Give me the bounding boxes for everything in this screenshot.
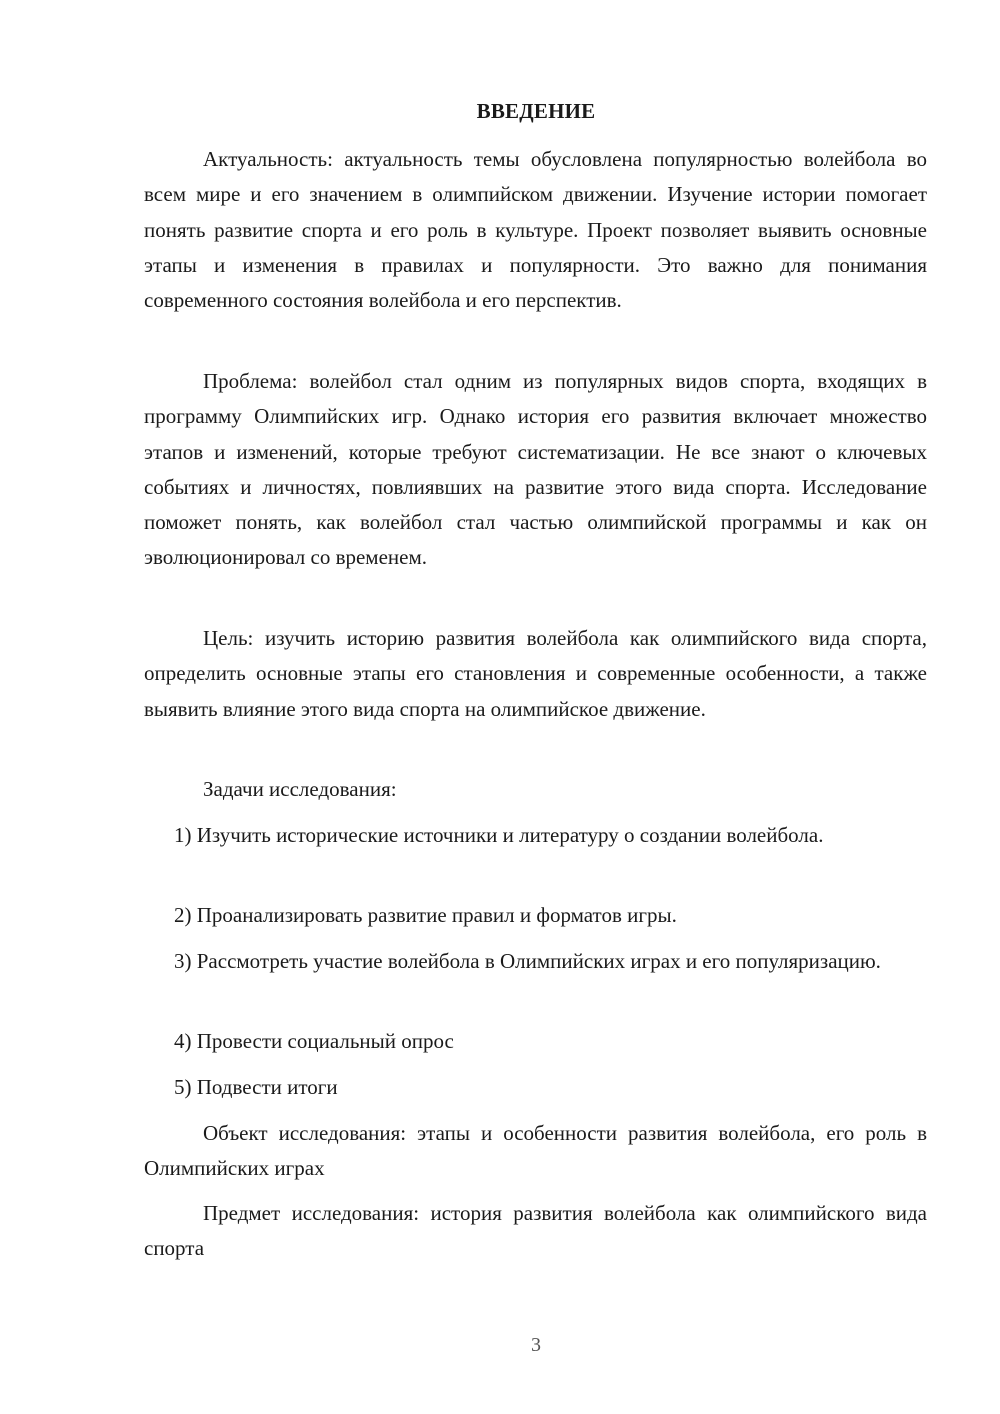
task-item-4: 4) Провести социальный опрос xyxy=(174,1029,454,1053)
paragraph-subject: Предмет исследования: история развития волейбола как олимпийского вида спорта xyxy=(144,1201,927,1261)
paragraph-object: Объект исследования: этапы и особенности развития волейбола, его роль в Олимпийских играх xyxy=(144,1121,927,1181)
task-item-1: 1) Изучить исторические источники и литературу о создании волейбола. xyxy=(174,823,824,847)
task-item-5: 5) Подвести итоги xyxy=(174,1075,338,1099)
page-number: 3 xyxy=(531,1334,541,1356)
paragraph-goal: Цель: изучить историю развития волейбола как олимпийского вида спорта, определить основные этапы его становления и современные особенности, а также выявить влияние этого вида спорта на олимпийское движение. xyxy=(144,626,927,721)
tasks-title: Задачи исследования: xyxy=(203,777,397,801)
task-item-2: 2) Проанализировать развитие правил и форматов игры. xyxy=(174,903,677,927)
task-item-3: 3) Рассмотреть участие волейбола в Олимпийских играх и его популяризацию. xyxy=(174,949,881,973)
section-heading: ВВЕДЕНИЕ xyxy=(476,99,596,123)
paragraph-problem: Проблема: волейбол стал одним из популярных видов спорта, входящих в программу Олимпийских игр. Однако история его развития включает множество этапов и изменений, которые требуют систематизации. Не все знают о ключевых событиях и личностях, повлиявших на развитие этого вида спорта. Исследование поможет понять, как волейбол стал частью олимпийской программы и как он эволюционировал со временем. xyxy=(144,369,927,570)
paragraph-relevance: Актуальность: актуальность темы обусловлена популярностью волейбола во всем мире и его значением в олимпийском движении. Изучение истории помогает понять развитие спорта и его роль в культуре. Проект позволяет выявить основные этапы и изменения в правилах и популярности. Это важно для понимания современного состояния волейбола и его перспектив. xyxy=(144,147,927,313)
